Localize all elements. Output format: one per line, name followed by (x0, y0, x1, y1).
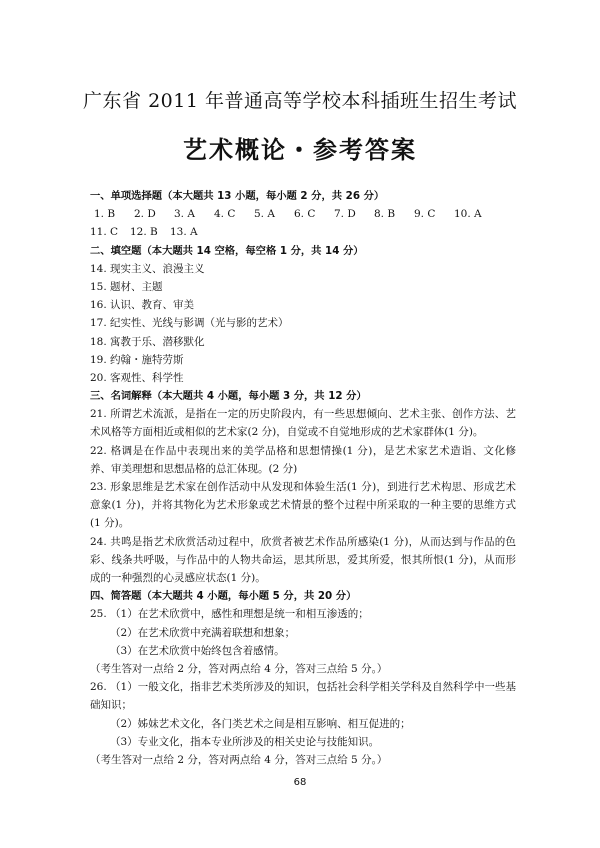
answer-item: 3. A (174, 208, 195, 221)
answer-item: 13. A (170, 226, 198, 239)
answer-line-26-1: 26. （1）一般文化，指非艺术类所涉及的知识，包括社会科学相关学科及自然科学中一些基础知识； (90, 681, 516, 712)
list-item: 20. 客观性、科学性 (90, 371, 184, 384)
answer-item: 12. B (130, 226, 158, 239)
answer-item: 10. A (454, 208, 482, 221)
page-number: 68 (293, 777, 307, 788)
answer-item: 1. B (94, 208, 116, 221)
answer-paragraph-24: 24. 共鸣是指艺术欣赏活动过程中，欣赏者被艺术作品所感染(1 分)，从而达到与作品的色彩、线条共呼吸，与作品中的人物共命运，思其所思，爱其所爱，恨其所恨(1 分)，从而形成的一种强烈的心灵感应状态(1 分)。 (90, 535, 516, 585)
list-item: 18. 寓教于乐、潜移默化 (90, 335, 205, 348)
answer-line-25-3: （3）在艺术欣赏中始终包含着感情。 (110, 644, 285, 657)
list-item: 16. 认识、教育、审美 (90, 299, 195, 312)
answer-item: 4. C (214, 208, 236, 221)
list-item: 19. 约翰・施特劳斯 (90, 353, 184, 366)
document-title: 艺术概论・参考答案 (183, 136, 417, 164)
section-heading-definitions: 三、名词解释（本大题共 4 小题，每小题 3 分，共 12 分） (90, 390, 367, 403)
answer-line-26-3: （3）专业文化，指本专业所涉及的相关史论与技能知识。 (110, 735, 380, 748)
answer-item: 8. B (374, 208, 396, 221)
answer-line-25-1: 25. （1）在艺术欣赏中，感性和理想是统一和相互渗透的； (90, 608, 369, 621)
answer-line-25-2: （2）在艺术欣赏中充满着联想和想象； (110, 626, 296, 639)
list-item: 15. 题材、主题 (90, 280, 163, 293)
answer-paragraph-23: 23. 形象思维是艺术家在创作活动中从发现和体验生活(1 分)，到进行艺术构思、形成艺术意象(1 分)，并将其物化为艺术形象或艺术情景的整个过程中所采取的一种主要的思维方式(1 分)。 (90, 481, 516, 530)
scoring-note-25: （考生答对一点给 2 分，答对两点给 4 分，答对三点给 5 分。） (90, 663, 388, 676)
list-item: 17. 纪实性、光线与影调（光与影的艺术） (90, 317, 289, 330)
section-heading-fill-in: 二、填空题（本大题共 14 空格，每空格 1 分，共 14 分） (90, 244, 364, 257)
answer-row-1 (90, 205, 516, 223)
list-item: 14. 现实主义、浪漫主义 (90, 262, 205, 275)
answer-item: 7. D (334, 208, 356, 221)
answer-item: 9. C (414, 208, 436, 221)
section-heading-multiple-choice: 一、单项选择题（本大题共 13 小题，每小题 2 分，共 26 分） (90, 190, 385, 202)
exam-title: 广东省 2011 年普通高等学校本科插班生招生考试 (83, 90, 517, 112)
answer-paragraph-21: 21. 所谓艺术流派，是指在一定的历史阶段内，有一些思想倾向、艺术主张、创作方法、艺术风格等方面相近或相似的艺术家(2 分)，自觉或不自觉地形成的艺术家群体(1 分)。 (90, 408, 516, 439)
answer-item: 11. C (90, 226, 119, 239)
answer-item: 6. C (294, 208, 316, 221)
answer-item: 2. D (134, 208, 156, 221)
scoring-note-26: （考生答对一点给 2 分，答对两点给 4 分，答对三点给 5 分。） (90, 754, 388, 766)
answer-content (90, 187, 516, 769)
answer-item: 5. A (254, 208, 275, 221)
section-heading-short-answer: 四、简答题（本大题共 4 小题，每小题 5 分，共 20 分） (90, 590, 357, 603)
answer-paragraph-22: 22. 格调是在作品中表现出来的美学品格和思想情操(1 分)，是艺术家艺术造诣、文化修养、审美理想和思想品格的总汇体现。(2 分) (90, 444, 516, 475)
answer-row-2 (90, 223, 516, 241)
answer-line-26-2: （2）姊妹艺术文化，各门类艺术之间是相互影响、相互促进的； (110, 717, 411, 730)
